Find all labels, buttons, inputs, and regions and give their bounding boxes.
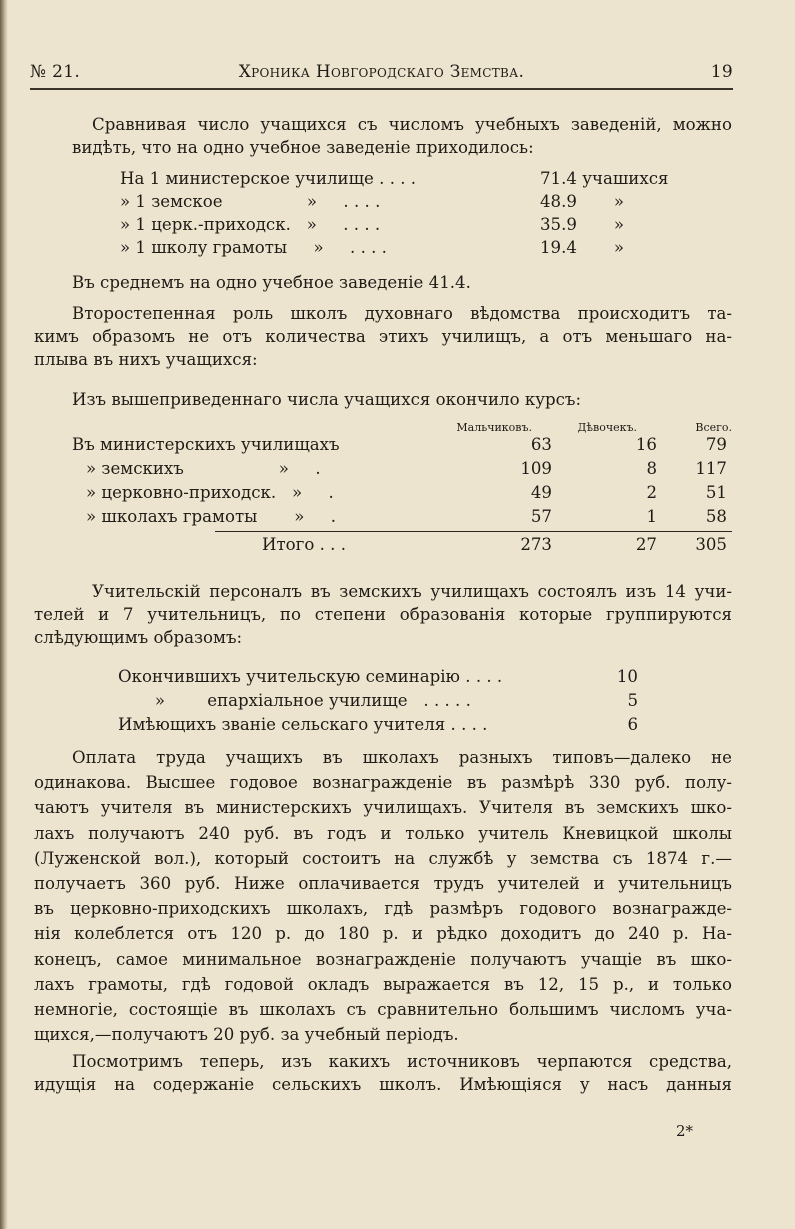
paragraph-1 (72, 113, 732, 159)
text-line: Въ среднемъ на одно учебное заведеніе 41.4. (72, 273, 471, 292)
text-line: телей и 7 учительницъ, по степени образованія которые группируются (34, 605, 732, 624)
issue-number: № 21. (30, 62, 81, 82)
cell-girls: 2 (646, 483, 657, 502)
staff-row (118, 713, 638, 737)
ratio-label: » 1 школу грамоты » . . . . (120, 238, 387, 257)
paragraph-3 (34, 580, 732, 649)
ratio-label: На 1 министерское училище . . . . (120, 169, 417, 188)
text-line: Изъ вышеприведеннаго числа учащихся окончило курсъ: (72, 390, 582, 409)
staff-row (118, 665, 638, 689)
text-line: видѣть, что на одно учебное заведеніе приходилось: (72, 138, 534, 157)
row-label: » земскихъ » . (86, 459, 321, 478)
text-line: немногіе, состоящіе въ школахъ съ сравнительно большимъ числомъ уча- (34, 1000, 732, 1020)
paragraph-5 (34, 1050, 732, 1096)
text-line: въ церковно-приходскихъ школахъ, гдѣ размѣръ годового вознагражде- (34, 899, 732, 919)
text-line: конецъ, самое минимальное вознагражденіе получаютъ учащіе въ шко- (34, 949, 732, 969)
text-line: плыва въ нихъ учащихся: (34, 350, 258, 369)
cell-boys: 57 (530, 507, 552, 526)
total-boys: 273 (520, 535, 552, 554)
text-line: кимъ образомъ не отъ количества этихъ училищъ, а отъ меньшаго на- (34, 327, 732, 346)
cell-girls: 1 (646, 507, 657, 526)
cell-girls: 8 (646, 459, 657, 478)
staff-value: 5 (627, 691, 638, 710)
text-line: Учительскій персоналъ въ земскихъ училищахъ состоялъ изъ 14 учи- (92, 582, 732, 601)
column-header-total: Всего. (695, 421, 732, 434)
text-line: Сравнивая число учащихся съ числомъ учебныхъ заведеній, можно (92, 115, 732, 134)
cell-boys: 63 (530, 435, 552, 454)
staff-label: Окончившихъ учительскую семинарію . . . . (118, 667, 503, 686)
ratio-value: 71.4 учашихся (540, 169, 669, 188)
cell-boys: 49 (530, 483, 552, 502)
total-girls: 27 (635, 535, 657, 554)
page-number: 19 (710, 62, 733, 82)
table-total-row (72, 535, 732, 559)
cell-total: 51 (705, 483, 727, 502)
staff-label: Имѣющихъ званіе сельскаго учителя . . . . (118, 715, 488, 734)
ratio-label: » 1 земское » . . . . (120, 192, 381, 211)
staff-value: 10 (616, 667, 638, 686)
page-spine (0, 0, 8, 1229)
text-line: слѣдующимъ образомъ: (34, 628, 243, 647)
table-row (72, 435, 732, 459)
table-row (72, 483, 732, 507)
staff-value: 6 (627, 715, 638, 734)
text-line: нія колеблется отъ 120 р. до 180 р. и рѣдко доходитъ до 240 р. На- (34, 924, 732, 944)
paragraph-2 (34, 302, 732, 371)
text-line: идущія на содержаніе сельскихъ школъ. Имѣющіяся у насъ данныя (34, 1075, 732, 1094)
text-line: щихся,—получаютъ 20 руб. за учебный періодъ. (34, 1025, 459, 1045)
average-line (72, 271, 732, 294)
cell-total: 58 (705, 507, 727, 526)
text-line: (Луженской вол.), который состоитъ на службѣ у земства съ 1874 г.— (34, 848, 732, 868)
column-header-girls: Дѣвочекъ. (577, 421, 637, 434)
paragraph-4 (34, 745, 732, 1047)
table-row (72, 507, 732, 531)
cell-boys: 109 (520, 459, 552, 478)
text-line: чаютъ учителя въ министерскихъ училищахъ. Учителя въ земскихъ шко- (34, 798, 732, 818)
total-label: Итого . . . (262, 535, 346, 554)
running-header (30, 62, 733, 84)
ratio-value: 19.4 » (540, 238, 625, 257)
signature-mark: 2* (676, 1122, 694, 1140)
row-label: » школахъ грамоты » . (86, 507, 337, 526)
text-line: Посмотримъ теперь, изъ какихъ источниковъ черпаются средства, (72, 1052, 732, 1071)
text-line: Второстепенная роль школъ духовнаго вѣдомства происходитъ та- (72, 304, 732, 323)
cell-total: 79 (705, 435, 727, 454)
ratio-value: 48.9 » (540, 192, 625, 211)
ratio-label: » 1 церк.-приходск. » . . . . (120, 215, 381, 234)
ratio-value: 35.9 » (540, 215, 625, 234)
staff-row (118, 689, 638, 713)
staff-list (118, 665, 638, 737)
table-intro (72, 388, 732, 411)
staff-label: » епархіальное училище . . . . . (118, 691, 471, 710)
text-line: лахъ грамоты, гдѣ годовой окладъ выражается въ 12, 15 р., и только (34, 974, 732, 994)
text-line: Оплата труда учащихъ въ школахъ разныхъ типовъ—далеко не (72, 748, 732, 767)
cell-total: 117 (695, 459, 727, 478)
text-line: получаетъ 360 руб. Ниже оплачивается трудъ учителей и учительницъ (34, 874, 732, 894)
graduates-table (72, 421, 732, 559)
journal-title: Хроника Новгородскаго Земства. (238, 62, 525, 82)
text-line: лахъ получаютъ 240 руб. въ годъ и только учитель Кневицкой школы (34, 823, 732, 843)
total-rule (215, 531, 732, 532)
total-all: 305 (695, 535, 727, 554)
table-header (72, 421, 732, 435)
header-rule (30, 88, 733, 90)
column-header-boys: Мальчиковъ. (456, 421, 532, 434)
cell-girls: 16 (635, 435, 657, 454)
text-line: одинакова. Высшее годовое вознагражденіе въ размѣрѣ 330 руб. полу- (34, 773, 732, 793)
table-row (72, 459, 732, 483)
row-label: Въ министерскихъ училищахъ (72, 435, 340, 454)
row-label: » церковно-приходск. » . (86, 483, 334, 502)
